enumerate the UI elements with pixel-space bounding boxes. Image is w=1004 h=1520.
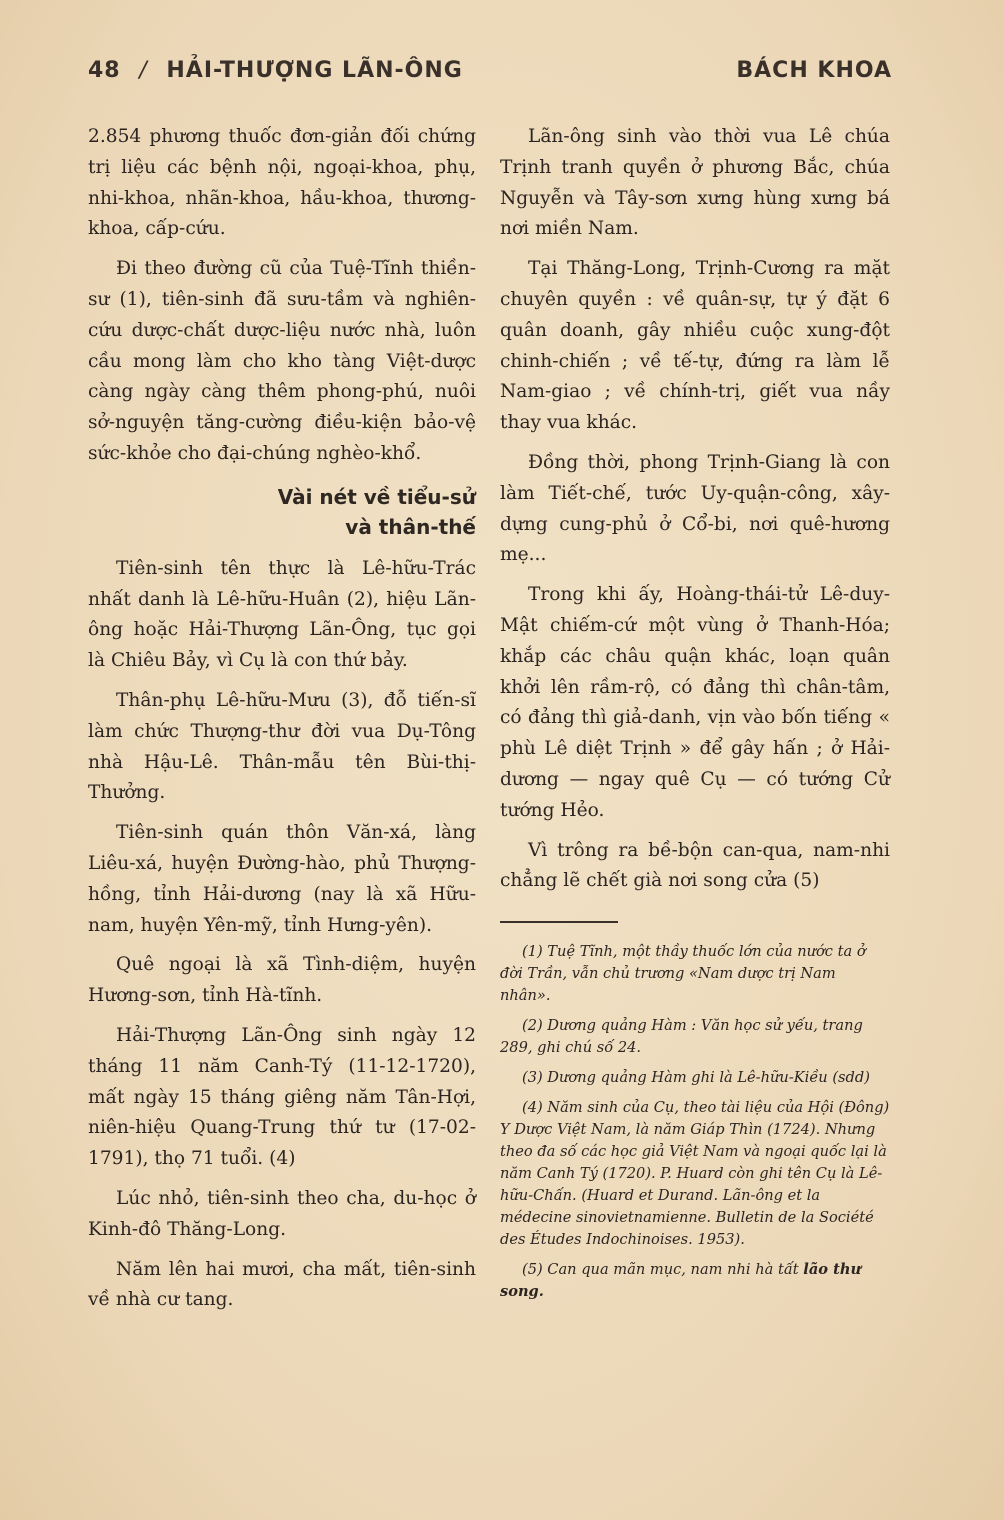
paragraph: Trong khi ấy, Hoàng-thái-tử Lê-duy-Mật chiếm-cứ một vùng ở Thanh-Hóa; khắp các châu quận khác, loạn quân khởi lên rầm-rộ, có đảng thì chân-tâm, có đảng thì giả-danh, vịn vào bốn tiếng « phù Lê diệt Trịnh » để gây hấn ; ở Hải-dương — ngay quê Cụ — có tướng Cử tướng Hẻo. bbox=[500, 584, 890, 821]
paragraph: Vì trông ra bề-bộn can-qua, nam-nhi chẳng lẽ chết già nơi song cửa (5) bbox=[500, 839, 890, 892]
left-column bbox=[88, 122, 476, 1316]
section-heading bbox=[88, 482, 476, 542]
section-heading-line: Vài nét về tiểu-sử bbox=[277, 484, 476, 509]
paragraph: Tại Thăng-Long, Trịnh-Cương ra mặt chuyên quyền : về quân-sự, tự ý đặt 6 quân doanh, gây nhiều cuộc xung-đột chinh-chiến ; về tế-tự, đứng ra làm lễ Nam-giao ; về chính-trị, giết vua nầy thay vua khác. bbox=[500, 258, 890, 434]
paragraph: Hải-Thượng Lãn-Ông sinh ngày 12 tháng 11 năm Canh-Tý (11-12-1720), mất ngày 15 tháng giêng năm Tân-Hợi, niên-hiệu Quang-Trung thứ tư (17-02-1791), thọ 71 tuổi. (4) bbox=[88, 1024, 476, 1170]
paragraph: Tiên-sinh tên thực là Lê-hữu-Trác nhất danh là Lê-hữu-Huân (2), hiệu Lãn-ông hoặc Hải-Thượng Lãn-Ông, tục gọi là Chiêu Bảy, vì Cụ là con thứ bảy. bbox=[88, 557, 476, 672]
journal-name: BÁCH KHOA bbox=[736, 58, 892, 83]
footnote: (1) Tuệ Tĩnh, một thầy thuốc lớn của nước ta ở đời Trần, vẫn chủ trương «Nam dược trị Nam nhân». bbox=[500, 943, 866, 1005]
right-column bbox=[500, 122, 890, 1303]
page-number: 48 bbox=[88, 58, 121, 83]
paragraph: Năm lên hai mươi, cha mất, tiên-sinh về nhà cư tang. bbox=[88, 1258, 476, 1311]
paragraph: Tiên-sinh quán thôn Văn-xá, làng Liêu-xá, huyện Đường-hào, phủ Thượng-hồng, tỉnh Hải-dương (nay là xã Hữu-nam, huyện Yên-mỹ, tỉnh Hưng-yên). bbox=[88, 822, 476, 936]
section-heading-line: và thân-thế bbox=[345, 514, 476, 539]
paragraph: Quê ngoại là xã Tình-diệm, huyện Hương-sơn, tỉnh Hà-tĩnh. bbox=[88, 954, 476, 1007]
footnote-text: (5) Can qua mãn mục, nam nhi hà tất bbox=[522, 1261, 804, 1279]
page-header bbox=[88, 58, 892, 94]
footnote-emphasis: lão thư song. bbox=[500, 1261, 862, 1301]
footnote: (3) Dương quảng Hàm ghi là Lê-hữu-Kiều (sdd) bbox=[522, 1069, 870, 1087]
header-left bbox=[88, 58, 463, 83]
paragraph: Thân-phụ Lê-hữu-Mưu (3), đỗ tiến-sĩ làm chức Thượng-thư đời vua Dụ-Tông nhà Hậu-Lê. Thân-mẫu tên Bùi-thị-Thưởng. bbox=[88, 689, 476, 804]
paragraph: 2.854 phương thuốc đơn-giản đối chứng trị liệu các bệnh nội, ngoại-khoa, phụ, nhi-khoa, nhãn-khoa, hầu-khoa, thương-khoa, cấp-cứu. bbox=[88, 126, 476, 240]
footnote bbox=[500, 1259, 890, 1303]
paragraph: Đồng thời, phong Trịnh-Giang là con làm Tiết-chế, tước Uy-quận-công, xây-dựng cung-phủ ở Cổ-bi, nơi quê-hương mẹ... bbox=[500, 451, 890, 566]
paragraph: Lãn-ông sinh vào thời vua Lê chúa Trịnh tranh quyền ở phương Bắc, chúa Nguyễn và Tây-sơn xưng hùng xưng bá nơi miền Nam. bbox=[500, 126, 890, 240]
footnote-divider bbox=[500, 921, 618, 923]
footnote: (2) Dương quảng Hàm : Văn học sử yếu, trang 289, ghi chú số 24. bbox=[500, 1017, 863, 1057]
paragraph: Lúc nhỏ, tiên-sinh theo cha, du-học ở Kinh-đô Thăng-Long. bbox=[88, 1187, 476, 1240]
footnote: (4) Năm sinh của Cụ, theo tài liệu của Hội (Đông) Y Dược Việt Nam, là năm Giáp Thìn (1724). Nhưng theo đa số các học giả Việt Nam và ngoại quốc lại là năm Canh Tý (1720). P. Huard còn ghi tên Cụ là Lê-hữu-Chấn. (Huard et Durand. Lãn-ông et la médecine sinovietnamienne. Bulletin de la Société des Études Indochinoises. 1953). bbox=[500, 1099, 890, 1249]
paragraph: Đi theo đường cũ của Tuệ-Tĩnh thiền-sư (1), tiên-sinh đã sưu-tầm và nghiên-cứu dược-chất dược-liệu nước nhà, luôn cầu mong làm cho kho tàng Việt-dược càng ngày càng thêm phong-phú, nuôi sở-nguyện tăng-cường điều-kiện bảo-vệ sức-khỏe cho đại-chúng nghèo-khổ. bbox=[88, 258, 476, 464]
header-separator: / bbox=[139, 58, 148, 83]
footnotes bbox=[500, 941, 890, 1303]
running-title: HẢI-THƯỢNG LÃN-ÔNG bbox=[166, 58, 463, 83]
